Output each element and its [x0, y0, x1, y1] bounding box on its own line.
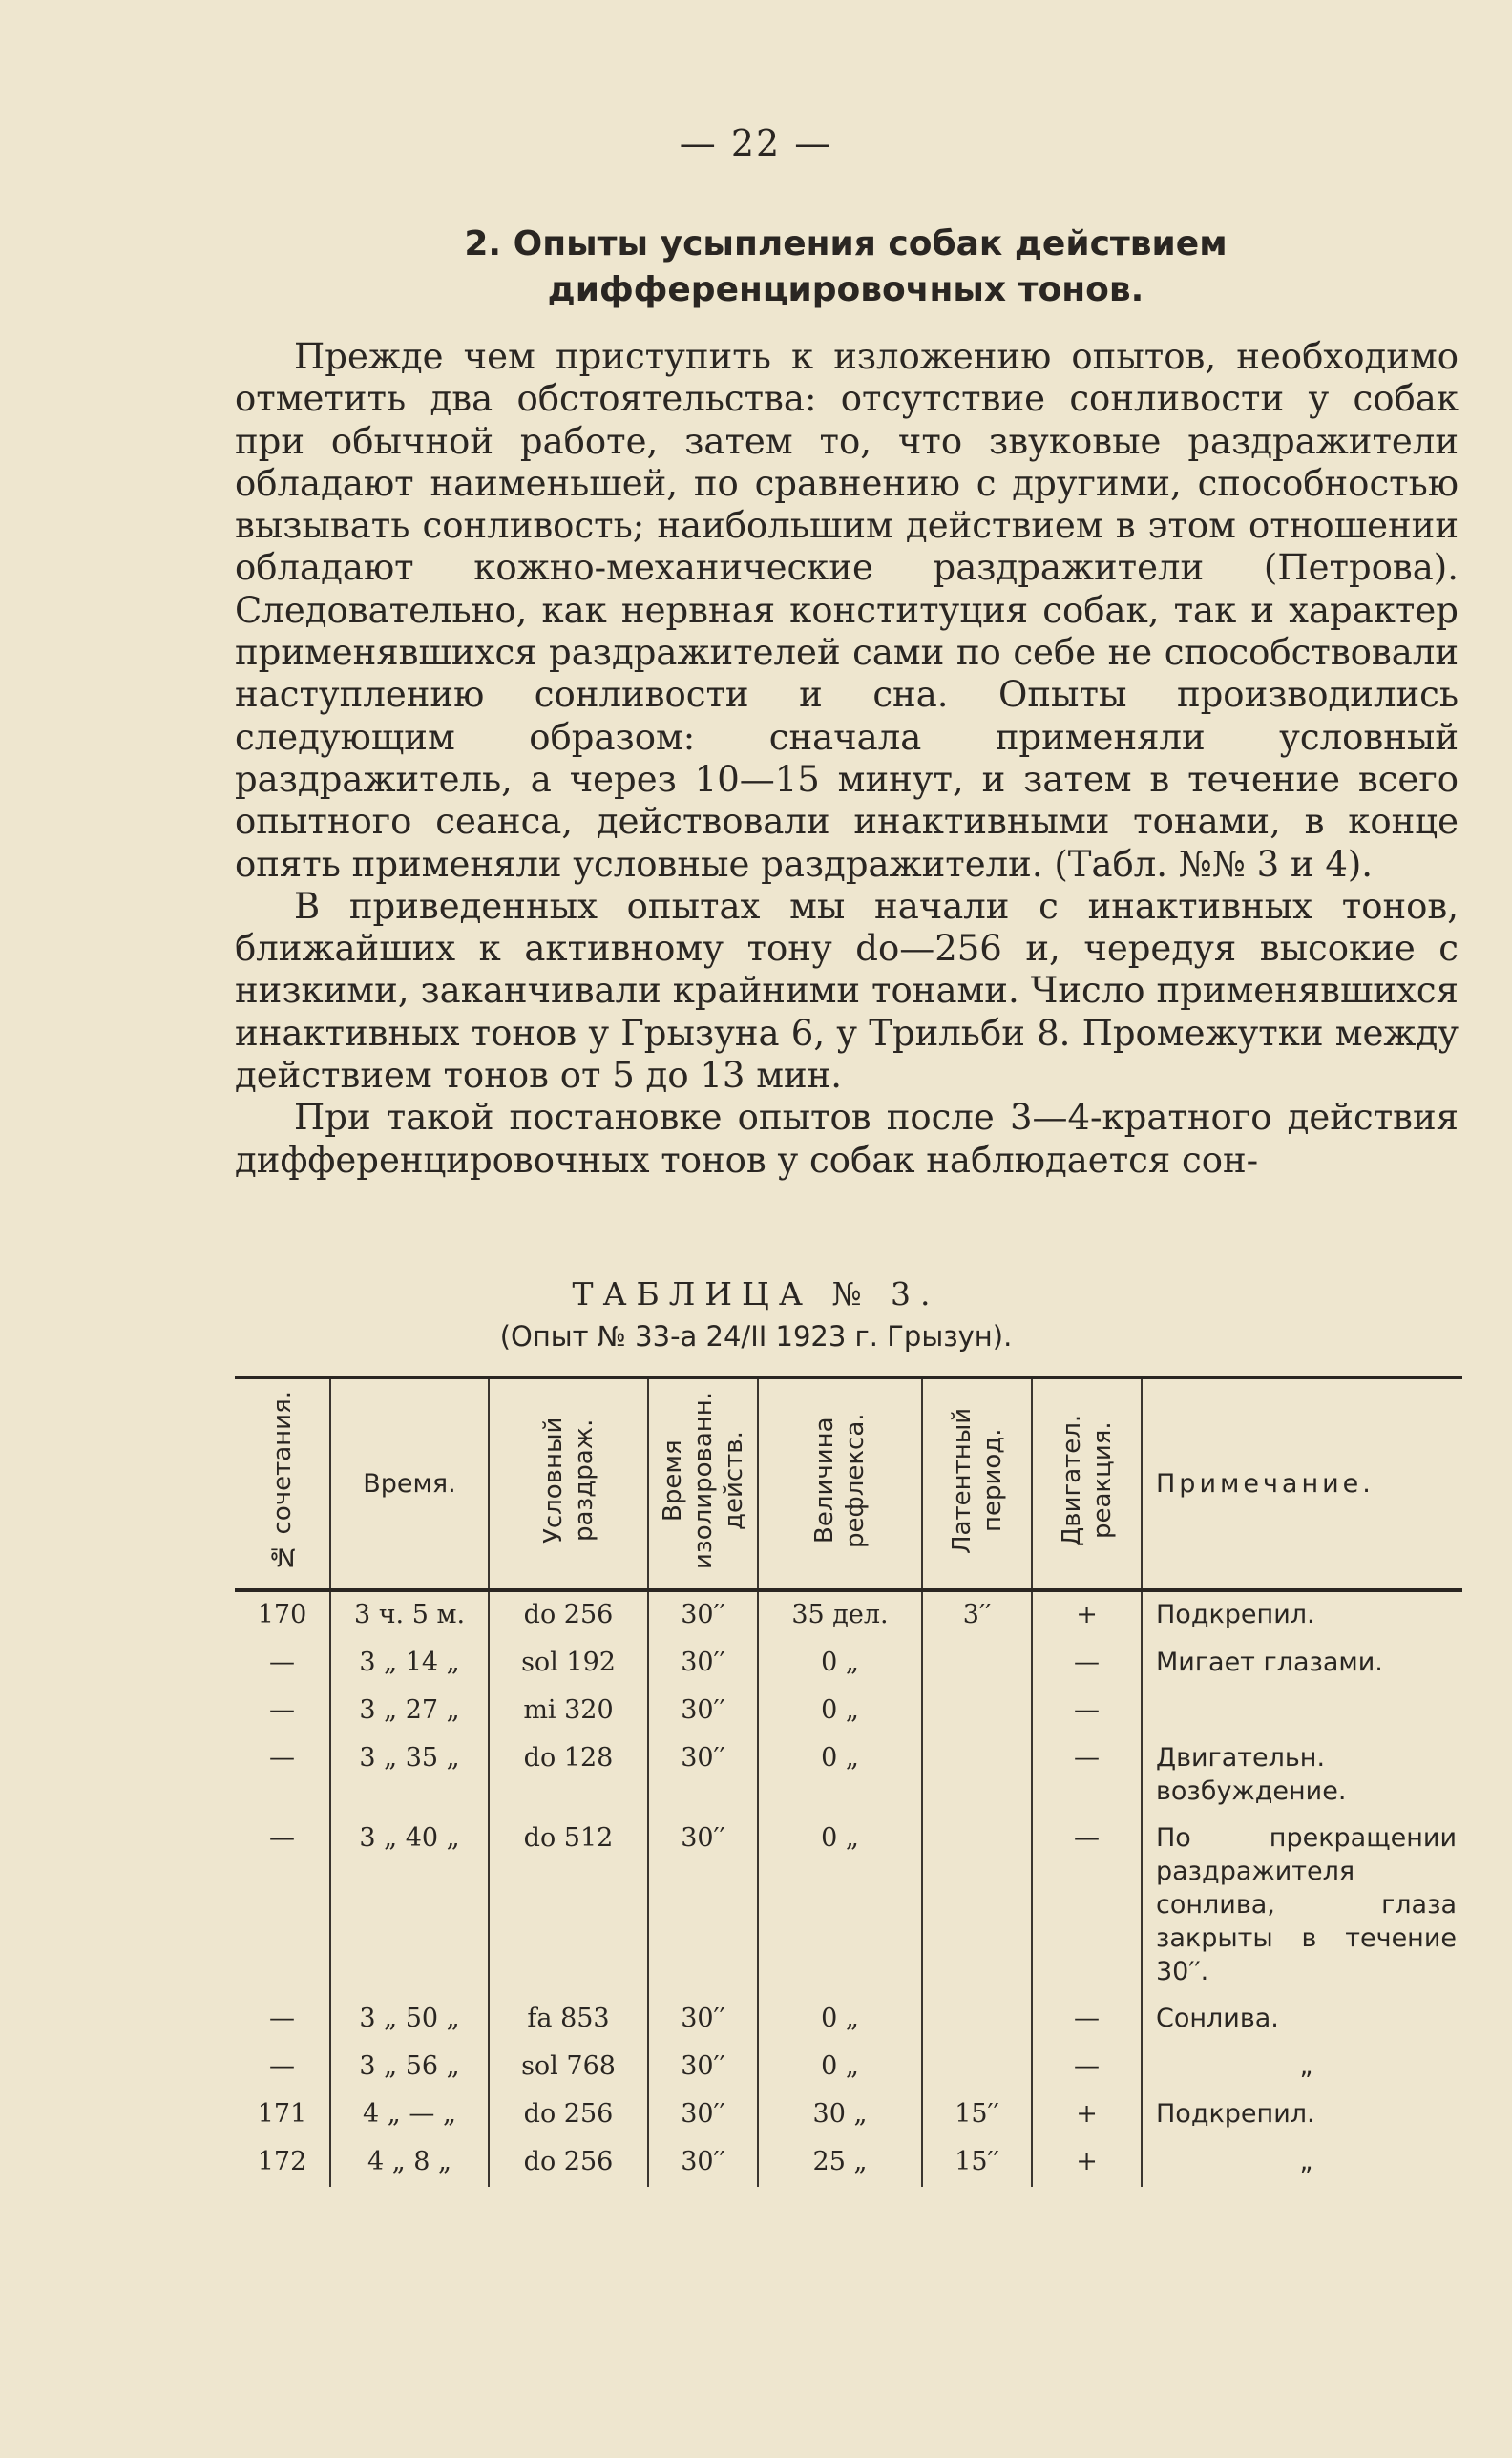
cell-latent: [922, 1996, 1032, 2044]
cell-latent: [922, 1640, 1032, 1688]
cell-motor: —: [1032, 1688, 1142, 1735]
cell-note: „: [1142, 2044, 1462, 2091]
cell-isolated: 30′′: [648, 2091, 758, 2139]
cell-num: 172: [257, 2147, 307, 2176]
cell-motor: —: [1032, 1996, 1142, 2044]
cell-stimulus: do 128: [489, 1735, 648, 1816]
cell-note: Подкрепил.: [1142, 2091, 1462, 2139]
table-title: ТАБЛИЦА № 3.: [572, 1275, 940, 1313]
cell-note: Мигает глазами.: [1142, 1640, 1462, 1688]
cell-isolated: 30′′: [648, 1816, 758, 1996]
table-row: [235, 2044, 1462, 2091]
cell-motor: +: [1032, 2139, 1142, 2187]
cell-isolated: 30′′: [648, 1688, 758, 1735]
cell-note: Подкрепил.: [1142, 1590, 1462, 1640]
cell-time: 3 ч. 5 м.: [330, 1590, 489, 1640]
cell-time: 4 „ — „: [330, 2091, 489, 2139]
cell-time: 3 „ 14 „: [330, 1640, 489, 1688]
header-motor: Двигател. реакция.: [1032, 1377, 1142, 1590]
cell-motor: —: [1032, 2044, 1142, 2091]
header-magnitude: Величина рефлекса.: [758, 1377, 922, 1590]
header-note: Примечание.: [1142, 1377, 1462, 1590]
cell-stimulus: mi 320: [489, 1688, 648, 1735]
table-header-row: [235, 1377, 1462, 1590]
experiment-table: [235, 1376, 1462, 2187]
section-heading: 2. Опыты усыпления собак действием дифференцировочных тонов.: [464, 224, 1228, 309]
cell-motor: +: [1032, 1590, 1142, 1640]
cell-time: 3 „ 56 „: [330, 2044, 489, 2091]
cell-stimulus: do 256: [489, 1590, 648, 1640]
table-row: [235, 1640, 1462, 1688]
cell-latent: 15′′: [922, 2139, 1032, 2187]
cell-num: —: [269, 1648, 295, 1677]
cell-stimulus: do 256: [489, 2091, 648, 2139]
cell-latent: [922, 1688, 1032, 1735]
cell-num: —: [269, 2051, 295, 2081]
cell-isolated: 30′′: [648, 1996, 758, 2044]
paragraph: При такой постановке опытов после 3—4-кратного действия дифференцировочных тонов у собак наблюдается сон-: [235, 1097, 1459, 1181]
cell-num: —: [269, 1823, 295, 1853]
cell-latent: [922, 1816, 1032, 1996]
header-stimulus: Условный раздраж.: [489, 1377, 648, 1590]
cell-magnitude: 0 „: [758, 1816, 922, 1996]
cell-isolated: 30′′: [648, 2044, 758, 2091]
cell-latent: 15′′: [922, 2091, 1032, 2139]
table-row: [235, 1996, 1462, 2044]
cell-latent: 3′′: [922, 1590, 1032, 1640]
cell-motor: —: [1032, 1640, 1142, 1688]
cell-motor: —: [1032, 1735, 1142, 1816]
cell-time: 3 „ 35 „: [330, 1735, 489, 1816]
cell-note: По прекращении раздражителя сонлива, глаза закрыты в течение 30′′.: [1142, 1816, 1462, 1996]
cell-num: 170: [257, 1600, 307, 1629]
cell-num: —: [269, 1743, 295, 1773]
cell-magnitude: 0 „: [758, 2044, 922, 2091]
table-row: [235, 1735, 1462, 1816]
table-row: [235, 1688, 1462, 1735]
cell-isolated: 30′′: [648, 1590, 758, 1640]
cell-stimulus: sol 768: [489, 2044, 648, 2091]
cell-stimulus: do 512: [489, 1816, 648, 1996]
header-num: № сочетания.: [235, 1377, 330, 1590]
cell-num: —: [269, 2004, 295, 2033]
cell-isolated: 30′′: [648, 1735, 758, 1816]
cell-time: 4 „ 8 „: [330, 2139, 489, 2187]
table-subtitle: (Опыт № 33-а 24/II 1923 г. Грызун).: [499, 1320, 1013, 1353]
cell-note: „: [1142, 2139, 1462, 2187]
cell-time: 3 „ 27 „: [330, 1688, 489, 1735]
cell-time: 3 „ 40 „: [330, 1816, 489, 1996]
cell-motor: +: [1032, 2091, 1142, 2139]
table-row: [235, 1590, 1462, 1640]
cell-isolated: 30′′: [648, 1640, 758, 1688]
cell-magnitude: 0 „: [758, 1735, 922, 1816]
paragraph: В приведенных опытах мы начали с инактивных тонов, ближайших к активному тону do—256 и, чередуя высокие с низкими, заканчивали крайними тонами. Число применявшихся инактивных тонов у Грызуна 6, у Трильби 8. Промежутки между действием тонов от 5 до 13 мин.: [235, 885, 1459, 1097]
header-latent: Латентный период.: [922, 1377, 1032, 1590]
table-row: [235, 1816, 1462, 1996]
header-time: Время.: [330, 1377, 489, 1590]
cell-magnitude: 0 „: [758, 1640, 922, 1688]
cell-latent: [922, 1735, 1032, 1816]
cell-magnitude: 0 „: [758, 1996, 922, 2044]
page-number: — 22 —: [679, 122, 833, 164]
cell-motor: —: [1032, 1816, 1142, 1996]
table-row: [235, 2139, 1462, 2187]
cell-stimulus: do 256: [489, 2139, 648, 2187]
cell-stimulus: fa 853: [489, 1996, 648, 2044]
cell-note: Двигательн. возбуждение.: [1142, 1735, 1462, 1816]
cell-time: 3 „ 50 „: [330, 1996, 489, 2044]
cell-num: —: [269, 1695, 295, 1725]
cell-latent: [922, 2044, 1032, 2091]
cell-magnitude: 35 дел.: [758, 1590, 922, 1640]
table-row: [235, 2091, 1462, 2139]
cell-isolated: 30′′: [648, 2139, 758, 2187]
cell-note: Сонлива.: [1142, 1996, 1462, 2044]
cell-stimulus: sol 192: [489, 1640, 648, 1688]
cell-magnitude: 25 „: [758, 2139, 922, 2187]
body-text: [235, 336, 1459, 1182]
paragraph: Прежде чем приступить к изложению опытов, необходимо отметить два обстоятельства: отсутствие сонливости у собак при обычной работе, затем то, что звуковые раздражители обладают наименьшей, по сравнению с другими, способностью вызывать сонливость; наибольшим действием в этом отношении обладают кожно-механические раздражители (Петрова). Следовательно, как нервная конституция собак, так и характер применявшихся раздражителей сами по себе не способствовали наступлению сонливости и сна. Опыты производились следующим образом: сначала применяли условный раздражитель, а через 10—15 минут, и затем в течение всего опытного сеанса, действовали инактивными тонами, в конце опять применяли условные раздражители. (Табл. №№ 3 и 4).: [235, 336, 1459, 885]
cell-magnitude: 30 „: [758, 2091, 922, 2139]
cell-num: 171: [257, 2099, 307, 2129]
cell-magnitude: 0 „: [758, 1688, 922, 1735]
header-isolated: Время изолированн. действ.: [648, 1377, 758, 1590]
cell-note: [1142, 1688, 1462, 1735]
